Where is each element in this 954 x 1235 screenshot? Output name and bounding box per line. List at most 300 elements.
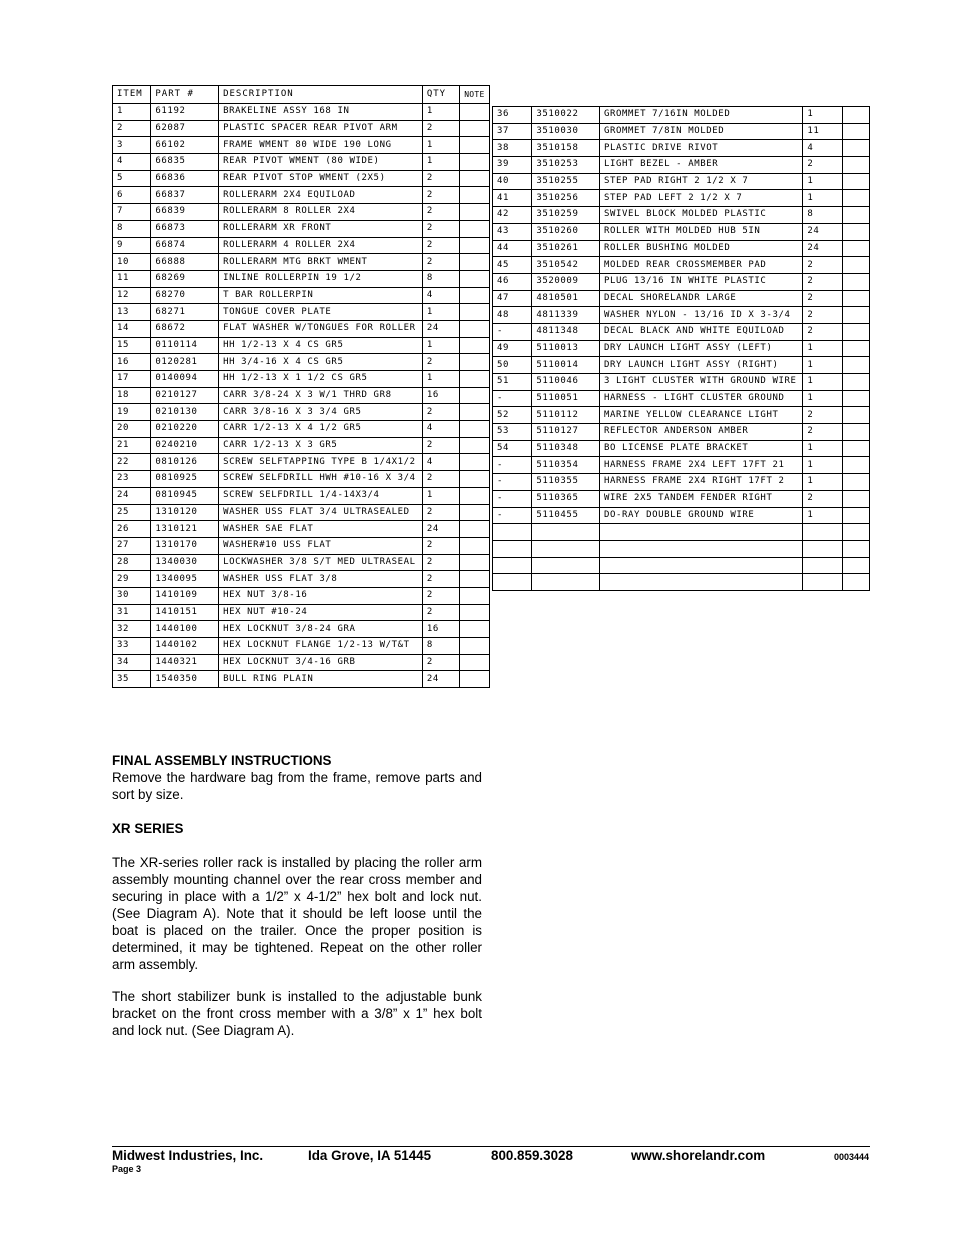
cell-part: 1540350 <box>151 671 219 688</box>
table-row <box>493 307 870 324</box>
cell-part: 1410151 <box>151 604 219 621</box>
cell-part: 0210220 <box>151 421 219 438</box>
cell-note <box>460 487 490 504</box>
cell-item: 28 <box>113 554 151 571</box>
cell-note <box>460 387 490 404</box>
cell-note <box>460 320 490 337</box>
cell-qty: 1 <box>803 457 842 474</box>
cell-qty: 1 <box>803 440 842 457</box>
table-row <box>493 157 870 174</box>
cell-note <box>460 287 490 304</box>
cell-part: 66102 <box>151 137 219 154</box>
cell-qty <box>803 574 842 591</box>
final-assembly-intro: Remove the hardware bag from the frame, remove parts and sort by size. <box>112 770 482 802</box>
cell-part: 3520009 <box>532 273 600 290</box>
cell-description: HH 1/2-13 X 4 CS GR5 <box>219 337 423 354</box>
cell-item: 46 <box>493 273 532 290</box>
cell-part: 1340030 <box>151 554 219 571</box>
cell-description: ROLLER WITH MOLDED HUB 5IN <box>599 223 802 240</box>
table-row <box>493 457 870 474</box>
cell-item: 14 <box>113 320 151 337</box>
cell-item <box>493 557 532 574</box>
cell-part: 0810945 <box>151 487 219 504</box>
cell-note <box>460 437 490 454</box>
cell-qty: 2 <box>803 290 842 307</box>
header-qty: QTY <box>422 86 459 104</box>
cell-qty: 8 <box>422 638 459 655</box>
cell-item: 26 <box>113 521 151 538</box>
table-row <box>493 140 870 157</box>
cell-description: SCREW SELFDRILL 1/4-14X3/4 <box>219 487 423 504</box>
cell-item: 31 <box>113 604 151 621</box>
cell-qty: 24 <box>803 223 842 240</box>
cell-part: 5110127 <box>532 424 600 441</box>
cell-item: 25 <box>113 504 151 521</box>
cell-description: DECAL BLACK AND WHITE EQUILOAD <box>599 323 802 340</box>
cell-description: STEP PAD RIGHT 2 1/2 X 7 <box>599 173 802 190</box>
cell-part: 68270 <box>151 287 219 304</box>
footer-doc-number: 0003444 <box>834 1152 870 1162</box>
table-row <box>113 270 490 287</box>
cell-part: 5110013 <box>532 340 600 357</box>
cell-item: 17 <box>113 371 151 388</box>
table-row <box>113 571 490 588</box>
cell-description: FLAT WASHER W/TONGUES FOR ROLLER <box>219 320 423 337</box>
cell-item: 29 <box>113 571 151 588</box>
xr-series-paragraph-2: The short stabilizer bunk is installed to the adjustable bunk bracket on the front cross member with a 3/8” x 1” hex bolt and lock nut. (See Diagram A). <box>112 989 482 1038</box>
cell-part <box>532 524 600 541</box>
cell-note <box>842 457 869 474</box>
cell-item: - <box>493 507 532 524</box>
cell-description: ROLLERARM 4 ROLLER 2X4 <box>219 237 423 254</box>
cell-part: 3510158 <box>532 140 600 157</box>
cell-description: HEX LOCKNUT 3/8-24 GRA <box>219 621 423 638</box>
cell-description <box>599 574 802 591</box>
cell-qty <box>803 524 842 541</box>
cell-part: 66839 <box>151 204 219 221</box>
cell-note <box>842 507 869 524</box>
table-row <box>493 207 870 224</box>
cell-item <box>493 574 532 591</box>
cell-item: - <box>493 323 532 340</box>
cell-item: 35 <box>113 671 151 688</box>
cell-note <box>460 137 490 154</box>
cell-item: 23 <box>113 471 151 488</box>
table-row <box>113 454 490 471</box>
cell-note <box>460 120 490 137</box>
cell-note <box>842 107 869 124</box>
cell-note <box>842 290 869 307</box>
cell-note <box>842 474 869 491</box>
cell-qty: 1 <box>422 337 459 354</box>
cell-description: WASHER SAE FLAT <box>219 521 423 538</box>
table-row <box>113 120 490 137</box>
table-row <box>113 654 490 671</box>
cell-note <box>460 621 490 638</box>
cell-qty: 2 <box>422 537 459 554</box>
cell-part: 0120281 <box>151 354 219 371</box>
cell-note <box>460 537 490 554</box>
cell-qty: 2 <box>422 587 459 604</box>
table-row <box>493 407 870 424</box>
footer-city: Ida Grove, IA 51445 <box>308 1148 432 1163</box>
cell-item <box>493 540 532 557</box>
cell-part: 5110354 <box>532 457 600 474</box>
table-row <box>113 354 490 371</box>
cell-item: 52 <box>493 407 532 424</box>
cell-note <box>460 671 490 688</box>
cell-item: 34 <box>113 654 151 671</box>
cell-note <box>842 407 869 424</box>
table-row <box>493 123 870 140</box>
header-part: PART # <box>151 86 219 104</box>
cell-note <box>842 574 869 591</box>
cell-description: MARINE YELLOW CLEARANCE LIGHT <box>599 407 802 424</box>
cell-qty: 16 <box>422 621 459 638</box>
cell-description: CARR 3/8-24 X 3 W/1 THRD GR8 <box>219 387 423 404</box>
cell-description: LIGHT BEZEL - AMBER <box>599 157 802 174</box>
footer-website: www.shorelandr.com <box>631 1148 766 1163</box>
cell-item: 9 <box>113 237 151 254</box>
footer-company: Midwest Industries, Inc. <box>112 1148 264 1163</box>
cell-note <box>842 440 869 457</box>
cell-part: 3510022 <box>532 107 600 124</box>
cell-note <box>460 404 490 421</box>
cell-description: FRAME WMENT 80 WIDE 190 LONG <box>219 137 423 154</box>
cell-part: 0210127 <box>151 387 219 404</box>
cell-item: 21 <box>113 437 151 454</box>
cell-qty: 2 <box>422 437 459 454</box>
cell-qty: 2 <box>422 220 459 237</box>
cell-qty: 24 <box>803 240 842 257</box>
footer-phone: 800.859.3028 <box>491 1148 573 1163</box>
cell-part: 1440321 <box>151 654 219 671</box>
cell-note <box>460 220 490 237</box>
cell-note <box>842 340 869 357</box>
cell-description: HARNESS FRAME 2X4 RIGHT 17FT 2 <box>599 474 802 491</box>
cell-part: 1310120 <box>151 504 219 521</box>
cell-part: 68271 <box>151 304 219 321</box>
cell-item: 10 <box>113 254 151 271</box>
cell-description: GROMMET 7/16IN MOLDED <box>599 107 802 124</box>
cell-qty: 1 <box>803 190 842 207</box>
cell-qty: 1 <box>803 474 842 491</box>
table-row <box>113 487 490 504</box>
cell-qty: 2 <box>422 237 459 254</box>
cell-qty: 11 <box>803 123 842 140</box>
cell-item: 43 <box>493 223 532 240</box>
cell-part: 5110112 <box>532 407 600 424</box>
cell-qty: 2 <box>422 604 459 621</box>
cell-description: BULL RING PLAIN <box>219 671 423 688</box>
cell-qty: 2 <box>803 157 842 174</box>
cell-item: 44 <box>493 240 532 257</box>
cell-description: SCREW SELFTAPPING TYPE B 1/4X1/2 <box>219 454 423 471</box>
cell-part: 1310121 <box>151 521 219 538</box>
cell-description: HARNESS - LIGHT CLUSTER GROUND <box>599 390 802 407</box>
cell-note <box>460 421 490 438</box>
cell-item: 15 <box>113 337 151 354</box>
table-row <box>493 223 870 240</box>
cell-item: 24 <box>113 487 151 504</box>
cell-part: 3510260 <box>532 223 600 240</box>
header-description: DESCRIPTION <box>219 86 423 104</box>
table-row <box>113 104 490 121</box>
header-note: NOTE <box>460 86 490 104</box>
cell-note <box>460 104 490 121</box>
table-row <box>493 474 870 491</box>
cell-qty: 2 <box>422 254 459 271</box>
cell-qty: 24 <box>422 320 459 337</box>
table-row <box>113 604 490 621</box>
cell-qty <box>803 540 842 557</box>
cell-item: 36 <box>493 107 532 124</box>
cell-description: SWIVEL BLOCK MOLDED PLASTIC <box>599 207 802 224</box>
cell-part: 66888 <box>151 254 219 271</box>
cell-note <box>460 270 490 287</box>
cell-qty: 2 <box>422 654 459 671</box>
cell-note <box>460 638 490 655</box>
cell-note <box>842 524 869 541</box>
cell-qty: 1 <box>803 357 842 374</box>
cell-qty: 1 <box>803 507 842 524</box>
cell-note <box>842 240 869 257</box>
cell-qty: 4 <box>422 421 459 438</box>
cell-description: BRAKELINE ASSY 168 IN <box>219 104 423 121</box>
cell-item: 39 <box>493 157 532 174</box>
cell-qty: 1 <box>422 304 459 321</box>
cell-part: 68672 <box>151 320 219 337</box>
cell-note <box>842 223 869 240</box>
cell-description: ROLLERARM XR FRONT <box>219 220 423 237</box>
table-row <box>113 220 490 237</box>
cell-item: 19 <box>113 404 151 421</box>
cell-part: 4811348 <box>532 323 600 340</box>
cell-note <box>460 237 490 254</box>
cell-qty: 2 <box>422 571 459 588</box>
cell-qty: 2 <box>803 307 842 324</box>
cell-qty: 1 <box>422 487 459 504</box>
table-row <box>493 574 870 591</box>
cell-qty: 2 <box>422 554 459 571</box>
cell-item: 16 <box>113 354 151 371</box>
table-row <box>113 337 490 354</box>
cell-qty: 4 <box>803 140 842 157</box>
table-row <box>113 471 490 488</box>
final-assembly-section <box>112 752 482 803</box>
cell-note <box>460 371 490 388</box>
table-row <box>113 421 490 438</box>
table-row <box>113 371 490 388</box>
cell-qty: 8 <box>422 270 459 287</box>
cell-note <box>460 354 490 371</box>
cell-description: HEX LOCKNUT 3/4-16 GRB <box>219 654 423 671</box>
table-row <box>493 340 870 357</box>
cell-qty: 2 <box>422 170 459 187</box>
cell-part: 66873 <box>151 220 219 237</box>
cell-description: TONGUE COVER PLATE <box>219 304 423 321</box>
cell-note <box>460 521 490 538</box>
cell-part: 66837 <box>151 187 219 204</box>
cell-qty: 2 <box>422 504 459 521</box>
cell-description: HEX NUT 3/8-16 <box>219 587 423 604</box>
cell-item: 6 <box>113 187 151 204</box>
cell-part: 1410109 <box>151 587 219 604</box>
cell-part: 5110365 <box>532 490 600 507</box>
cell-qty: 2 <box>422 471 459 488</box>
cell-qty: 4 <box>422 287 459 304</box>
table-row <box>113 537 490 554</box>
cell-qty: 2 <box>803 490 842 507</box>
cell-description: GROMMET 7/8IN MOLDED <box>599 123 802 140</box>
cell-part: 68269 <box>151 270 219 287</box>
cell-description: REAR PIVOT WMENT (80 WIDE) <box>219 154 423 171</box>
cell-description: WASHER USS FLAT 3/8 <box>219 571 423 588</box>
cell-item: 41 <box>493 190 532 207</box>
table-row <box>113 671 490 688</box>
cell-part: 5110355 <box>532 474 600 491</box>
cell-part: 4810501 <box>532 290 600 307</box>
cell-item: 8 <box>113 220 151 237</box>
table-row <box>493 507 870 524</box>
cell-item: 53 <box>493 424 532 441</box>
cell-description: DECAL SHORELANDR LARGE <box>599 290 802 307</box>
cell-item: 37 <box>493 123 532 140</box>
cell-description: REAR PIVOT STOP WMENT (2X5) <box>219 170 423 187</box>
cell-part: 66835 <box>151 154 219 171</box>
table-row <box>493 540 870 557</box>
cell-description: PLASTIC SPACER REAR PIVOT ARM <box>219 120 423 137</box>
cell-item: 3 <box>113 137 151 154</box>
cell-description: WASHER#10 USS FLAT <box>219 537 423 554</box>
table-row <box>113 621 490 638</box>
xr-series-section <box>112 820 482 837</box>
cell-part <box>532 540 600 557</box>
cell-note <box>460 571 490 588</box>
cell-item: 1 <box>113 104 151 121</box>
cell-item: 2 <box>113 120 151 137</box>
cell-description: WIRE 2X5 TANDEM FENDER RIGHT <box>599 490 802 507</box>
cell-note <box>460 204 490 221</box>
cell-qty: 2 <box>803 407 842 424</box>
footer-page-number: Page 3 <box>112 1164 142 1174</box>
cell-note <box>842 374 869 391</box>
cell-item: 40 <box>493 173 532 190</box>
table-row <box>493 440 870 457</box>
cell-item: 38 <box>493 140 532 157</box>
cell-description: BO LICENSE PLATE BRACKET <box>599 440 802 457</box>
cell-item: 33 <box>113 638 151 655</box>
cell-description <box>599 540 802 557</box>
cell-qty: 2 <box>422 204 459 221</box>
cell-note <box>460 604 490 621</box>
cell-item: - <box>493 457 532 474</box>
xr-series-paragraph-1: The XR-series roller rack is installed by placing the roller arm assembly mounting channel over the rear cross member and securing in place with a 1/2” x 4-1/2” hex bolt and lock nut. (See Diagram A). Note that it should be left loose until the boat is placed on the trailer. Once the proper position is determined, it may be tightened. Repeat on the other roller arm assembly. <box>112 855 482 972</box>
table-row <box>113 320 490 337</box>
cell-part: 0810925 <box>151 471 219 488</box>
table-row <box>113 304 490 321</box>
cell-note <box>842 207 869 224</box>
cell-description: DRY LAUNCH LIGHT ASSY (LEFT) <box>599 340 802 357</box>
cell-part <box>532 557 600 574</box>
cell-description: HH 3/4-16 X 4 CS GR5 <box>219 354 423 371</box>
cell-part: 66874 <box>151 237 219 254</box>
cell-item: 27 <box>113 537 151 554</box>
cell-part: 3510259 <box>532 207 600 224</box>
cell-qty: 2 <box>803 323 842 340</box>
cell-part: 5110014 <box>532 357 600 374</box>
cell-part: 0210130 <box>151 404 219 421</box>
cell-part: 62087 <box>151 120 219 137</box>
cell-description: PLASTIC DRIVE RIVOT <box>599 140 802 157</box>
cell-description: HH 1/2-13 X 1 1/2 CS GR5 <box>219 371 423 388</box>
cell-qty: 16 <box>422 387 459 404</box>
parts-table-left <box>112 85 490 688</box>
cell-qty: 2 <box>422 354 459 371</box>
table-header-row <box>113 86 490 104</box>
cell-note <box>460 454 490 471</box>
cell-description: CARR 1/2-13 X 3 GR5 <box>219 437 423 454</box>
cell-qty: 1 <box>422 137 459 154</box>
table-row <box>113 237 490 254</box>
cell-note <box>460 504 490 521</box>
cell-qty: 1 <box>422 104 459 121</box>
table-row <box>493 240 870 257</box>
cell-part: 3510256 <box>532 190 600 207</box>
cell-description: 3 LIGHT CLUSTER WITH GROUND WIRE <box>599 374 802 391</box>
table-row <box>113 404 490 421</box>
cell-description: LOCKWASHER 3/8 S/T MED ULTRASEAL <box>219 554 423 571</box>
cell-description: HEX LOCKNUT FLANGE 1/2-13 W/T&T <box>219 638 423 655</box>
cell-item: 18 <box>113 387 151 404</box>
cell-description <box>599 524 802 541</box>
cell-item <box>493 524 532 541</box>
cell-note <box>460 170 490 187</box>
cell-part: 66836 <box>151 170 219 187</box>
table-row <box>493 357 870 374</box>
cell-note <box>460 587 490 604</box>
cell-note <box>842 323 869 340</box>
cell-item: 32 <box>113 621 151 638</box>
cell-qty: 2 <box>422 404 459 421</box>
cell-description: ROLLERARM 2X4 EQUILOAD <box>219 187 423 204</box>
cell-description: ROLLERARM MTG BRKT WMENT <box>219 254 423 271</box>
cell-part: 0810126 <box>151 454 219 471</box>
table-row <box>113 170 490 187</box>
cell-description: HEX NUT #10-24 <box>219 604 423 621</box>
cell-qty: 2 <box>803 257 842 274</box>
cell-qty: 1 <box>422 371 459 388</box>
cell-note <box>460 154 490 171</box>
table-row <box>493 290 870 307</box>
cell-part: 0110114 <box>151 337 219 354</box>
cell-part: 1340095 <box>151 571 219 588</box>
cell-part: 3510542 <box>532 257 600 274</box>
table-row <box>493 524 870 541</box>
cell-description: ROLLERARM 8 ROLLER 2X4 <box>219 204 423 221</box>
cell-description: PLUG 13/16 IN WHITE PLASTIC <box>599 273 802 290</box>
cell-item: - <box>493 474 532 491</box>
cell-description: WASHER USS FLAT 3/4 ULTRASEALED <box>219 504 423 521</box>
parts-table-right <box>492 106 870 591</box>
cell-description: DRY LAUNCH LIGHT ASSY (RIGHT) <box>599 357 802 374</box>
footer-divider <box>112 1146 870 1147</box>
table-row <box>493 374 870 391</box>
table-row <box>493 273 870 290</box>
cell-qty: 2 <box>803 273 842 290</box>
cell-qty: 4 <box>422 454 459 471</box>
cell-note <box>842 424 869 441</box>
